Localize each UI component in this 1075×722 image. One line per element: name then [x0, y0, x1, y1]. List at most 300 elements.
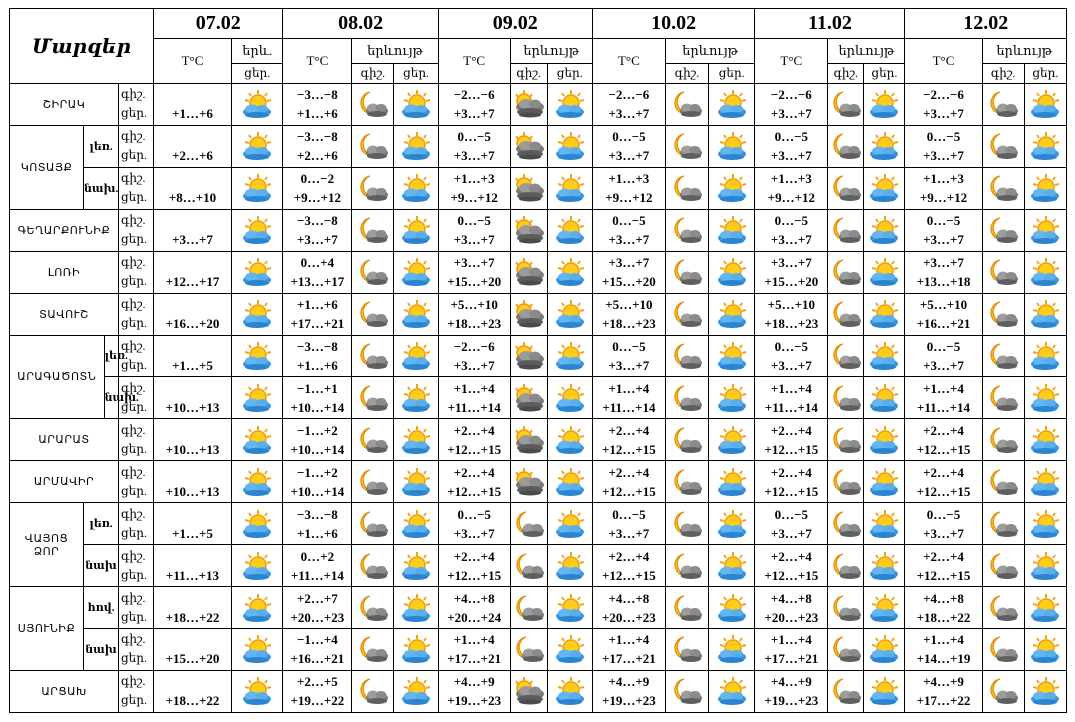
night-day-label: գիշ. ցեր. — [118, 125, 153, 167]
sun-cloud-icon — [1024, 125, 1066, 167]
day-temperature: +1…+6 — [153, 84, 231, 126]
region-name: ՏԱՎՈՒՇ — [10, 293, 119, 335]
temperature-range: 0…−5 +3…+7 — [755, 125, 828, 167]
sun-cloud-icon — [864, 628, 905, 670]
sun-dark-cloud-icon — [510, 670, 547, 712]
temperature-range: +1…+3 +9…+12 — [755, 167, 828, 209]
moon-cloud-icon — [352, 167, 394, 209]
day-temperature: +1…+5 — [153, 335, 231, 377]
sun-cloud-icon — [394, 419, 438, 461]
sun-cloud-icon — [394, 503, 438, 545]
sun-cloud-icon — [547, 167, 592, 209]
moon-cloud-icon — [665, 84, 708, 126]
moon-cloud-icon — [352, 545, 394, 587]
sun-cloud-icon — [232, 545, 283, 587]
temperature-range: +1…+6 +17…+21 — [283, 293, 352, 335]
region-name: ՍՅՈՒՆԻՔ — [10, 587, 84, 671]
sun-cloud-icon — [232, 419, 283, 461]
moon-cloud-icon — [828, 293, 864, 335]
region-name: ՇԻՐԱԿ — [10, 84, 119, 126]
sun-cloud-icon — [232, 587, 283, 629]
subregion-name: լեռ. — [84, 503, 119, 545]
sun-cloud-icon — [864, 503, 905, 545]
sun-cloud-icon — [394, 209, 438, 251]
sun-cloud-icon — [547, 125, 592, 167]
sun-dark-cloud-icon — [510, 251, 547, 293]
sun-cloud-icon — [547, 628, 592, 670]
moon-cloud-icon — [828, 167, 864, 209]
moon-cloud-icon — [510, 628, 547, 670]
day-temperature: +10…+13 — [153, 419, 231, 461]
regions-header: Մարզեր — [10, 9, 154, 84]
date-header: 09.02 — [438, 9, 592, 39]
day-subheader: ցեր. — [547, 64, 592, 84]
table-row — [10, 209, 1067, 251]
table-row — [10, 293, 1067, 335]
sun-cloud-icon — [864, 167, 905, 209]
temperature-header: T°C — [755, 39, 828, 84]
table-row — [10, 335, 1067, 377]
night-subheader: գիշ. — [828, 64, 864, 84]
sun-dark-cloud-icon — [510, 167, 547, 209]
temperature-header: T°C — [438, 39, 510, 84]
moon-cloud-icon — [828, 461, 864, 503]
table-row — [10, 167, 1067, 209]
sun-cloud-icon — [1024, 167, 1066, 209]
sun-cloud-icon — [1024, 377, 1066, 419]
sun-cloud-icon — [547, 209, 592, 251]
phenomenon-header: երևույթ — [828, 39, 905, 64]
temperature-range: −2…−6 +3…+7 — [905, 84, 982, 126]
day-temperature: +10…+13 — [153, 461, 231, 503]
moon-cloud-icon — [352, 587, 394, 629]
sun-cloud-icon — [864, 335, 905, 377]
temperature-range: −3…−8 +3…+7 — [283, 209, 352, 251]
sun-cloud-icon — [864, 377, 905, 419]
sun-cloud-icon — [864, 670, 905, 712]
phenomenon-header: երևույթ — [510, 39, 592, 64]
sun-dark-cloud-icon — [510, 335, 547, 377]
sun-cloud-icon — [864, 293, 905, 335]
moon-cloud-icon — [352, 84, 394, 126]
day-temperature: +3…+7 — [153, 209, 231, 251]
moon-cloud-icon — [828, 419, 864, 461]
moon-cloud-icon — [352, 503, 394, 545]
temperature-range: +1…+3 +9…+12 — [905, 167, 982, 209]
night-subheader: գիշ. — [352, 64, 394, 84]
table-row — [10, 251, 1067, 293]
temperature-range: +2…+4 +12…+15 — [592, 461, 665, 503]
night-subheader: գիշ. — [982, 64, 1024, 84]
subregion-name: լեռ. — [104, 335, 118, 377]
night-day-label: գիշ. ցեր. — [118, 84, 153, 126]
moon-cloud-icon — [982, 461, 1024, 503]
sun-cloud-icon — [1024, 670, 1066, 712]
temperature-range: +1…+4 +17…+21 — [755, 628, 828, 670]
moon-cloud-icon — [665, 125, 708, 167]
night-day-label: գիշ. ցեր. — [118, 587, 153, 629]
temperature-range: −3…−8 +1…+6 — [283, 84, 352, 126]
temperature-range: −2…−6 +3…+7 — [438, 84, 510, 126]
sun-cloud-icon — [547, 251, 592, 293]
sun-dark-cloud-icon — [510, 377, 547, 419]
phenomenon-header: երևույթ — [982, 39, 1066, 64]
temperature-range: +4…+8 +20…+23 — [755, 587, 828, 629]
temperature-range: +2…+4 +12…+15 — [592, 545, 665, 587]
temperature-range: −1…+4 +16…+21 — [283, 628, 352, 670]
temperature-range: 0…−5 +3…+7 — [438, 209, 510, 251]
moon-cloud-icon — [510, 545, 547, 587]
night-day-label: գիշ. ցեր. — [118, 545, 153, 587]
subregion-name: նախ. — [84, 167, 119, 209]
sun-cloud-icon — [709, 209, 755, 251]
sun-cloud-icon — [232, 167, 283, 209]
moon-cloud-icon — [982, 545, 1024, 587]
moon-cloud-icon — [352, 251, 394, 293]
temperature-range: +4…+9 +19…+23 — [755, 670, 828, 712]
temperature-range: −1…+2 +10…+14 — [283, 461, 352, 503]
moon-cloud-icon — [982, 628, 1024, 670]
temperature-range: 0…−5 +3…+7 — [755, 335, 828, 377]
temperature-header: T°C — [153, 39, 231, 84]
date-header: 10.02 — [592, 9, 754, 39]
sun-cloud-icon — [1024, 335, 1066, 377]
subregion-name: նախ — [84, 628, 119, 670]
temperature-range: +1…+3 +9…+12 — [438, 167, 510, 209]
sun-cloud-icon — [864, 209, 905, 251]
date-header: 11.02 — [755, 9, 905, 39]
sun-cloud-icon — [547, 461, 592, 503]
sun-cloud-icon — [232, 461, 283, 503]
sun-cloud-icon — [709, 670, 755, 712]
day-subheader: ցեր. — [394, 64, 438, 84]
moon-cloud-icon — [665, 461, 708, 503]
region-name: ԱՐԱԳԱԾՈՏՆ — [10, 335, 105, 419]
moon-cloud-icon — [665, 419, 708, 461]
sun-cloud-icon — [1024, 293, 1066, 335]
moon-cloud-icon — [828, 335, 864, 377]
sun-cloud-icon — [394, 670, 438, 712]
moon-cloud-icon — [665, 209, 708, 251]
moon-cloud-icon — [510, 503, 547, 545]
night-day-label: գիշ. ցեր. — [118, 293, 153, 335]
moon-cloud-icon — [828, 628, 864, 670]
moon-cloud-icon — [665, 293, 708, 335]
temperature-range: +2…+4 +12…+15 — [438, 461, 510, 503]
sun-cloud-icon — [547, 670, 592, 712]
region-name: ԱՐՄԱՎԻՐ — [10, 461, 119, 503]
moon-cloud-icon — [665, 335, 708, 377]
sun-cloud-icon — [1024, 461, 1066, 503]
region-name: ԿՈՏԱՅՔ — [10, 125, 84, 209]
sun-cloud-icon — [709, 167, 755, 209]
night-day-label: գիշ. ցեր. — [118, 503, 153, 545]
night-day-label: գիշ. ցեր. — [118, 209, 153, 251]
temperature-range: 0…−5 +3…+7 — [592, 503, 665, 545]
temperature-range: +5…+10 +16…+21 — [905, 293, 982, 335]
sun-cloud-icon — [1024, 503, 1066, 545]
temperature-range: −1…+2 +10…+14 — [283, 419, 352, 461]
phenomenon-header: երևույթ — [665, 39, 754, 64]
sun-cloud-icon — [394, 167, 438, 209]
moon-cloud-icon — [828, 84, 864, 126]
sun-cloud-icon — [394, 545, 438, 587]
temperature-range: +2…+7 +20…+23 — [283, 587, 352, 629]
day-temperature: +11…+13 — [153, 545, 231, 587]
sun-cloud-icon — [394, 84, 438, 126]
sun-cloud-icon — [864, 587, 905, 629]
temperature-range: +2…+4 +12…+15 — [755, 419, 828, 461]
temperature-range: 0…−5 +3…+7 — [905, 335, 982, 377]
day-temperature: +18…+22 — [153, 670, 231, 712]
moon-cloud-icon — [982, 209, 1024, 251]
sun-cloud-icon — [864, 545, 905, 587]
table-row — [10, 545, 1067, 587]
subregion-name: նախ. — [104, 377, 118, 419]
temperature-range: +1…+4 +11…+14 — [755, 377, 828, 419]
moon-cloud-icon — [352, 125, 394, 167]
night-day-label: գիշ. ցեր. — [118, 628, 153, 670]
region-name: ԱՐԱՐԱՏ — [10, 419, 119, 461]
moon-cloud-icon — [828, 251, 864, 293]
temperature-range: +5…+10 +18…+23 — [592, 293, 665, 335]
temperature-range: +3…+7 +15…+20 — [438, 251, 510, 293]
night-day-label: գիշ. ցեր. — [118, 419, 153, 461]
moon-cloud-icon — [665, 167, 708, 209]
moon-cloud-icon — [982, 377, 1024, 419]
sun-dark-cloud-icon — [510, 84, 547, 126]
moon-cloud-icon — [352, 628, 394, 670]
temperature-range: +5…+10 +18…+23 — [755, 293, 828, 335]
sun-cloud-icon — [232, 293, 283, 335]
moon-cloud-icon — [352, 377, 394, 419]
sun-dark-cloud-icon — [510, 209, 547, 251]
moon-cloud-icon — [982, 125, 1024, 167]
night-day-label: գիշ. ցեր. — [118, 670, 153, 712]
temperature-range: +1…+4 +11…+14 — [592, 377, 665, 419]
sun-cloud-icon — [547, 419, 592, 461]
temperature-range: 0…+4 +13…+17 — [283, 251, 352, 293]
sun-cloud-icon — [709, 503, 755, 545]
moon-cloud-icon — [982, 419, 1024, 461]
sun-cloud-icon — [1024, 587, 1066, 629]
sun-cloud-icon — [394, 125, 438, 167]
moon-cloud-icon — [828, 377, 864, 419]
sun-cloud-icon — [547, 545, 592, 587]
moon-cloud-icon — [665, 251, 708, 293]
moon-cloud-icon — [828, 670, 864, 712]
moon-cloud-icon — [828, 209, 864, 251]
temperature-range: 0…−5 +3…+7 — [905, 503, 982, 545]
sun-cloud-icon — [709, 587, 755, 629]
temperature-range: −3…−8 +2…+6 — [283, 125, 352, 167]
table-row — [10, 84, 1067, 126]
sun-cloud-icon — [864, 251, 905, 293]
temperature-range: +2…+4 +12…+15 — [755, 545, 828, 587]
temperature-range: 0…−5 +3…+7 — [592, 335, 665, 377]
sun-cloud-icon — [1024, 209, 1066, 251]
temperature-range: −2…−6 +3…+7 — [755, 84, 828, 126]
sun-cloud-icon — [709, 84, 755, 126]
day-subheader: ցեր. — [864, 64, 905, 84]
table-row — [10, 377, 1067, 419]
temperature-range: 0…−5 +3…+7 — [905, 209, 982, 251]
phenomenon-header: երև. — [232, 39, 283, 64]
sun-cloud-icon — [232, 335, 283, 377]
table-row — [10, 670, 1067, 712]
sun-cloud-icon — [232, 209, 283, 251]
temperature-range: +2…+4 +12…+15 — [755, 461, 828, 503]
day-temperature: +1…+5 — [153, 503, 231, 545]
forecast-table — [9, 8, 1067, 713]
sun-cloud-icon — [232, 377, 283, 419]
night-subheader: գիշ. — [510, 64, 547, 84]
temperature-range: +4…+9 +19…+23 — [438, 670, 510, 712]
night-subheader: գիշ. — [665, 64, 708, 84]
day-subheader: ցեր. — [1024, 64, 1066, 84]
region-name: ՎԱՅՈՑ ՁՈՐ — [10, 503, 84, 587]
temperature-range: 0…−5 +3…+7 — [592, 125, 665, 167]
sun-cloud-icon — [1024, 251, 1066, 293]
temperature-header: T°C — [283, 39, 352, 84]
sun-cloud-icon — [864, 84, 905, 126]
moon-cloud-icon — [828, 125, 864, 167]
sun-cloud-icon — [1024, 84, 1066, 126]
sun-dark-cloud-icon — [510, 125, 547, 167]
sun-cloud-icon — [864, 125, 905, 167]
temperature-range: −3…−8 +1…+6 — [283, 335, 352, 377]
temperature-range: +2…+4 +12…+15 — [905, 419, 982, 461]
moon-cloud-icon — [982, 503, 1024, 545]
temperature-range: 0…−5 +3…+7 — [592, 209, 665, 251]
temperature-range: +3…+7 +15…+20 — [755, 251, 828, 293]
temperature-range: +2…+4 +12…+15 — [438, 545, 510, 587]
sun-cloud-icon — [394, 335, 438, 377]
temperature-range: +1…+4 +17…+21 — [438, 628, 510, 670]
sun-cloud-icon — [1024, 419, 1066, 461]
moon-cloud-icon — [828, 503, 864, 545]
moon-cloud-icon — [352, 209, 394, 251]
table-row — [10, 503, 1067, 545]
day-temperature: +16…+20 — [153, 293, 231, 335]
moon-cloud-icon — [665, 670, 708, 712]
sun-cloud-icon — [394, 587, 438, 629]
moon-cloud-icon — [665, 377, 708, 419]
sun-cloud-icon — [709, 125, 755, 167]
sun-cloud-icon — [394, 628, 438, 670]
sun-cloud-icon — [709, 461, 755, 503]
temperature-range: +1…+4 +17…+21 — [592, 628, 665, 670]
sun-dark-cloud-icon — [510, 461, 547, 503]
region-name: ԱՐՑԱԽ — [10, 670, 119, 712]
moon-cloud-icon — [982, 251, 1024, 293]
sun-cloud-icon — [709, 419, 755, 461]
temperature-range: +2…+4 +12…+15 — [905, 545, 982, 587]
temperature-range: +2…+4 +12…+15 — [592, 419, 665, 461]
temperature-range: 0…−5 +3…+7 — [755, 503, 828, 545]
day-subheader: ցեր. — [232, 64, 283, 84]
table-row — [10, 461, 1067, 503]
sun-cloud-icon — [232, 251, 283, 293]
sun-cloud-icon — [394, 461, 438, 503]
sun-cloud-icon — [864, 419, 905, 461]
temperature-header: T°C — [905, 39, 982, 84]
sun-cloud-icon — [547, 84, 592, 126]
date-header: 08.02 — [283, 9, 438, 39]
sun-cloud-icon — [547, 293, 592, 335]
temperature-range: +4…+8 +18…+22 — [905, 587, 982, 629]
sun-cloud-icon — [547, 587, 592, 629]
night-day-label: գիշ. ցեր. — [118, 335, 153, 377]
region-name: ԼՈՌԻ — [10, 251, 119, 293]
table-row — [10, 419, 1067, 461]
day-temperature: +12…+17 — [153, 251, 231, 293]
temperature-range: +3…+7 +15…+20 — [592, 251, 665, 293]
sun-cloud-icon — [232, 84, 283, 126]
temperature-range: +1…+4 +11…+14 — [905, 377, 982, 419]
moon-cloud-icon — [982, 293, 1024, 335]
date-header: 07.02 — [153, 9, 283, 39]
temperature-range: 0…−5 +3…+7 — [438, 125, 510, 167]
temperature-range: −3…−8 +1…+6 — [283, 503, 352, 545]
moon-cloud-icon — [665, 503, 708, 545]
temperature-range: −2…−6 +3…+7 — [592, 84, 665, 126]
sun-cloud-icon — [232, 125, 283, 167]
temperature-range: 0…−5 +3…+7 — [755, 209, 828, 251]
temperature-range: +1…+4 +14…+19 — [905, 628, 982, 670]
temperature-range: +4…+9 +17…+22 — [905, 670, 982, 712]
sun-cloud-icon — [709, 377, 755, 419]
sun-dark-cloud-icon — [510, 293, 547, 335]
subregion-name: նախ — [84, 545, 119, 587]
moon-cloud-icon — [982, 84, 1024, 126]
temperature-range: +5…+10 +18…+23 — [438, 293, 510, 335]
region-name: ԳԵՂԱՐՔՈՒՆԻՔ — [10, 209, 119, 251]
temperature-range: −1…+1 +10…+14 — [283, 377, 352, 419]
night-day-label: գիշ. ցեր. — [118, 461, 153, 503]
sun-cloud-icon — [394, 251, 438, 293]
sun-cloud-icon — [232, 503, 283, 545]
night-day-label: գիշ. ցեր. — [118, 167, 153, 209]
temperature-range: +1…+4 +11…+14 — [438, 377, 510, 419]
day-temperature: +15…+20 — [153, 628, 231, 670]
sun-cloud-icon — [709, 628, 755, 670]
moon-cloud-icon — [510, 587, 547, 629]
day-temperature: +18…+22 — [153, 587, 231, 629]
temperature-range: +1…+3 +9…+12 — [592, 167, 665, 209]
moon-cloud-icon — [352, 670, 394, 712]
day-temperature: +8…+10 — [153, 167, 231, 209]
moon-cloud-icon — [665, 628, 708, 670]
moon-cloud-icon — [982, 335, 1024, 377]
sun-cloud-icon — [1024, 545, 1066, 587]
sun-cloud-icon — [864, 461, 905, 503]
sun-cloud-icon — [394, 377, 438, 419]
temperature-header: T°C — [592, 39, 665, 84]
temperature-range: −2…−6 +3…+7 — [438, 335, 510, 377]
temperature-range: +2…+5 +19…+22 — [283, 670, 352, 712]
temperature-range: +2…+4 +12…+15 — [438, 419, 510, 461]
moon-cloud-icon — [352, 461, 394, 503]
night-day-label: գիշ. ցեր. — [118, 251, 153, 293]
night-day-label: գիշ. ցեր. — [118, 377, 153, 419]
sun-cloud-icon — [709, 293, 755, 335]
temperature-range: 0…−5 +3…+7 — [905, 125, 982, 167]
moon-cloud-icon — [352, 419, 394, 461]
sun-cloud-icon — [1024, 628, 1066, 670]
sun-cloud-icon — [547, 503, 592, 545]
temperature-range: +4…+9 +19…+23 — [592, 670, 665, 712]
